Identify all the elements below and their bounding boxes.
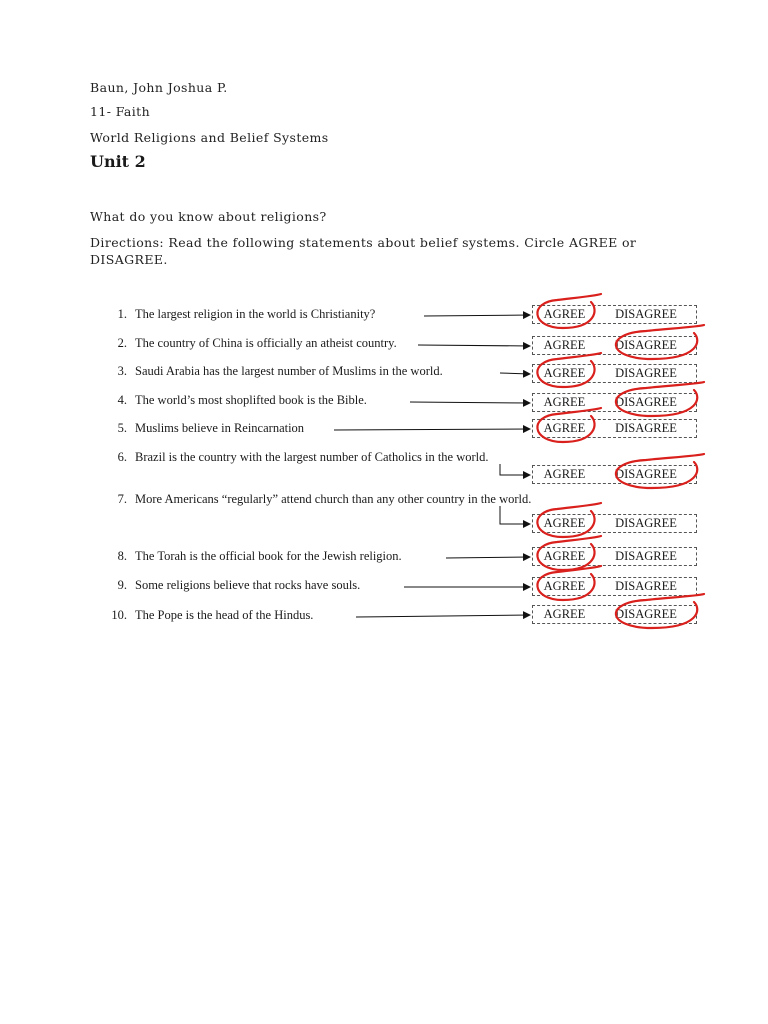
statement-text: More Americans “regularly” attend church than any other country in the world. <box>135 492 532 506</box>
answer-options <box>532 419 697 438</box>
item-number: 9. <box>117 578 127 592</box>
connector-arrow <box>500 506 530 524</box>
statement-text: The largest religion in the world is Christianity? <box>135 307 376 321</box>
disagree-option[interactable]: DISAGREE <box>615 579 677 593</box>
answer-options <box>532 605 697 624</box>
agree-option[interactable]: AGREE <box>543 421 586 435</box>
unit-heading: Unit 2 <box>90 152 146 171</box>
statement-text: Some religions believe that rocks have souls. <box>135 578 361 592</box>
item-number: 10. <box>111 608 127 622</box>
agree-option[interactable]: AGREE <box>543 607 586 621</box>
statement-text: The world’s most shoplifted book is the Bible. <box>135 393 367 407</box>
connector-arrow <box>334 429 530 430</box>
statement-text: The country of China is officially an atheist country. <box>135 336 397 350</box>
agree-option[interactable]: AGREE <box>543 307 586 321</box>
disagree-option[interactable]: DISAGREE <box>615 607 677 621</box>
disagree-option[interactable]: DISAGREE <box>615 307 677 321</box>
answer-options <box>532 336 697 355</box>
agree-option[interactable]: AGREE <box>543 549 586 563</box>
disagree-option[interactable]: DISAGREE <box>615 516 677 530</box>
disagree-option[interactable]: DISAGREE <box>615 338 677 352</box>
answer-options <box>532 393 697 412</box>
item-number: 1. <box>117 307 127 321</box>
answer-options <box>532 577 697 596</box>
connector-arrow <box>356 615 530 617</box>
connector-arrow <box>410 402 530 403</box>
statement-text: Muslims believe in Reincarnation <box>135 421 305 435</box>
item-number: 3. <box>117 364 127 378</box>
agree-option[interactable]: AGREE <box>543 366 586 380</box>
disagree-option[interactable]: DISAGREE <box>615 421 677 435</box>
connector-arrow <box>500 464 530 475</box>
connector-arrow <box>418 345 530 346</box>
answer-options <box>532 305 697 324</box>
item-number: 4. <box>117 393 127 407</box>
connector-arrow <box>500 373 530 374</box>
item-number: 6. <box>117 450 127 464</box>
agree-option[interactable]: AGREE <box>543 338 586 352</box>
disagree-option[interactable]: DISAGREE <box>615 549 677 563</box>
answer-options <box>532 514 697 533</box>
agree-option[interactable]: AGREE <box>543 467 586 481</box>
class-section: 11- Faith <box>90 104 151 119</box>
answer-options <box>532 465 697 484</box>
disagree-option[interactable]: DISAGREE <box>615 366 677 380</box>
item-number: 8. <box>117 549 127 563</box>
student-name: Baun, John Joshua P. <box>90 80 228 95</box>
answer-options <box>532 364 697 383</box>
answer-options <box>532 547 697 566</box>
disagree-option[interactable]: DISAGREE <box>615 467 677 481</box>
directions: Directions: Read the following statements about belief systems. Circle AGREE or DISAGREE. <box>90 235 637 267</box>
connector-arrow <box>424 315 530 316</box>
statement-text: The Pope is the head of the Hindus. <box>135 608 314 622</box>
subject-title: World Religions and Belief Systems <box>90 130 329 145</box>
item-number: 7. <box>117 492 127 506</box>
item-number: 5. <box>117 421 127 435</box>
agree-option[interactable]: AGREE <box>543 516 586 530</box>
agree-option[interactable]: AGREE <box>543 579 586 593</box>
item-number: 2. <box>117 336 127 350</box>
disagree-option[interactable]: DISAGREE <box>615 395 677 409</box>
intro-question: What do you know about religions? <box>90 209 327 224</box>
connector-arrow <box>446 557 530 558</box>
agree-option[interactable]: AGREE <box>543 395 586 409</box>
statement-text: The Torah is the official book for the Jewish religion. <box>135 549 402 563</box>
statement-text: Saudi Arabia has the largest number of Muslims in the world. <box>135 364 443 378</box>
statement-text: Brazil is the country with the largest number of Catholics in the world. <box>135 450 489 464</box>
